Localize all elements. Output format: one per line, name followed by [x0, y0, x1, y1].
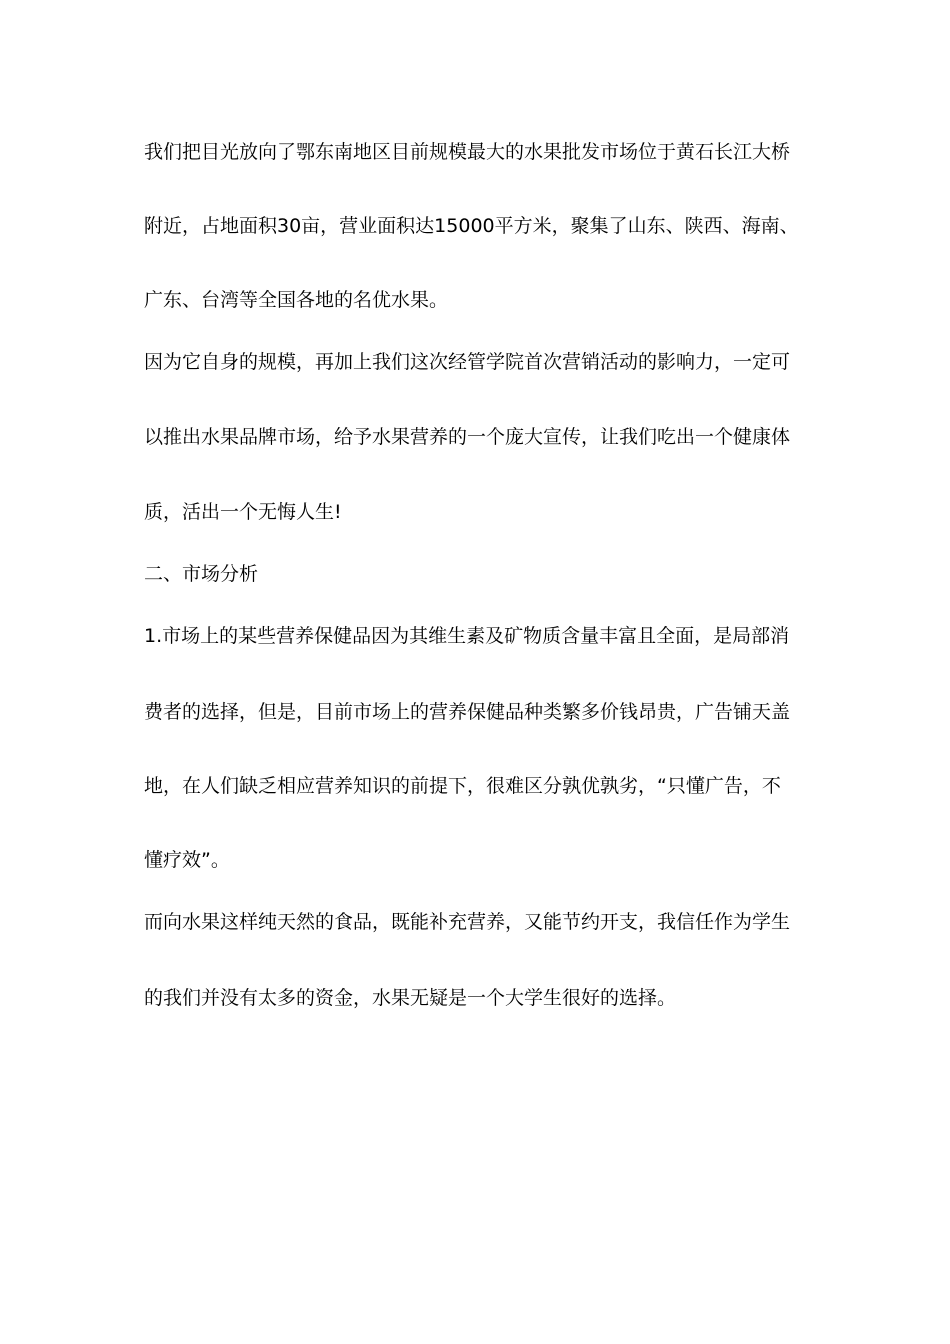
paragraph-4-line-1: 而向水果这样纯天然的食品，既能补充营养，又能节约开支，我信任作为学生 [144, 911, 791, 933]
paragraph-1-line-1: 我们把目光放向了鄂东南地区目前规模最大的水果批发市场位于黄石长江大桥 [144, 141, 791, 163]
paragraph-3-line-3: 地，在人们缺乏相应营养知识的前提下，很难区分孰优孰劣，“只懂广告，不 [144, 775, 781, 797]
paragraph-3-line-1: 1.市场上的某些营养保健品因为其维生素及矿物质含量丰富且全面，是局部消 [144, 625, 790, 647]
paragraph-2-line-1: 因为它自身的规模，再加上我们这次经管学院首次营销活动的影响力，一定可 [144, 351, 791, 373]
paragraph-3-line-4: 懂疗效”。 [144, 849, 230, 871]
paragraph-2-line-2: 以推出水果品牌市场，给予水果营养的一个庞大宣传，让我们吃出一个健康体 [144, 426, 791, 448]
paragraph-1-line-2: 附近，占地面积30亩，营业面积达15000平方米，聚集了山东、陕西、海南、 [144, 215, 799, 237]
paragraph-1-line-3: 广东、台湾等全国各地的名优水果。 [144, 289, 449, 311]
paragraph-3-line-2: 费者的选择，但是，目前市场上的营养保健品种类繁多价钱昂贵，广告铺天盖 [144, 701, 791, 723]
section-heading: 二、市场分析 [144, 563, 259, 585]
paragraph-2-line-3: 质，活出一个无悔人生! [144, 501, 342, 523]
paragraph-4-line-2: 的我们并没有太多的资金，水果无疑是一个大学生很好的选择。 [144, 987, 677, 1009]
